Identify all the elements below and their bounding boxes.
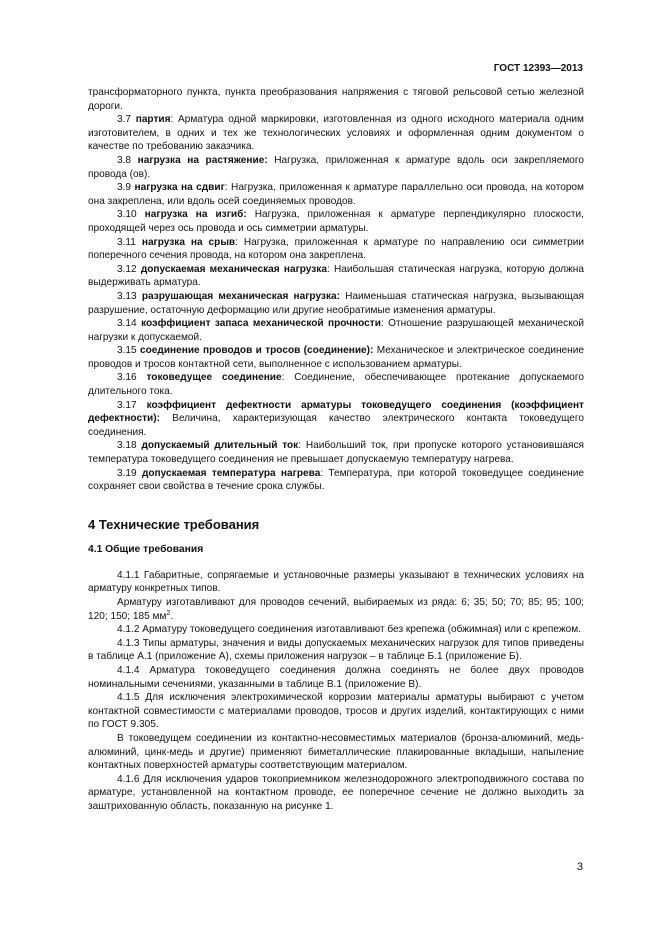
subsection-heading: 4.1 Общие требования — [88, 543, 204, 555]
definition-item — [88, 154, 584, 181]
definition-text: : Арматура одной маркировки, изготовленная из одного исходного материала одним изготовителем, в одних и тех же технологических условиях и оформленная одним документом о качестве по требованию заказчика. — [88, 114, 584, 153]
definition-term: партия — [135, 114, 171, 126]
definition-text: Наименьшая статическая нагрузка, вызывающая разрушение, остаточную деформацию или другие необратимые изменения арматуры. — [88, 290, 584, 316]
definition-text: : Отношение разрушающей механической нагрузки к допускаемой. — [88, 318, 584, 343]
definition-number: 3.7 — [117, 114, 132, 126]
definition-number: 3.16 — [117, 372, 137, 384]
definition-term: допускаемый длительный ток — [141, 440, 299, 452]
definition-term: нагрузка на сдвиг — [134, 182, 225, 194]
sections-range-tail: . — [170, 610, 174, 622]
definition-number: 3.13 — [117, 290, 137, 302]
definitions-list — [88, 113, 584, 494]
definition-item — [88, 263, 584, 290]
definition-item — [88, 467, 584, 494]
definition-term: соединение проводов и тросов (соединение): — [140, 345, 374, 357]
paragraph-4-1-3: 4.1.3 Типы арматуры, значения и виды допускаемых механических нагрузок для типов приведены в таблице А.1 (приложение А), схемы приложения нагрузок – в таблице Б.1 (приложение Б). — [88, 637, 584, 663]
definition-text: : Температура, при которой токоведущее соединение сохраняет свои свойства в течение срока службы. — [88, 467, 585, 493]
definition-number: 3.17 — [117, 399, 137, 411]
definition-text: : Наибольшая статическая нагрузка, которую должна выдерживать арматура. — [88, 263, 584, 289]
definition-text: : Нагрузка, приложенная к арматуре параллельно оси провода, на котором она закреплена, или вдоль осей соединяемых проводов. — [88, 182, 584, 207]
definition-number: 3.9 — [117, 182, 132, 194]
definition-item — [88, 236, 584, 263]
definition-term: нагрузка на срыв — [141, 236, 236, 248]
definition-term: коэффициент запаса механической прочности — [141, 318, 381, 330]
definition-number: 3.11 — [117, 236, 136, 248]
definition-number: 3.10 — [117, 209, 137, 221]
definition-item — [88, 344, 584, 371]
definition-number: 3.15 — [117, 345, 137, 357]
paragraph-sections-range — [88, 596, 584, 623]
definition-item — [88, 181, 584, 208]
definition-item — [88, 371, 584, 398]
definition-term: коэффициент дефектности арматуры токоведущего соединения (коэффициент дефектности): — [88, 399, 584, 425]
definition-term: токоведущее соединение — [146, 372, 282, 384]
definition-item — [88, 399, 584, 440]
definition-item — [88, 290, 584, 317]
definition-number: 3.18 — [117, 440, 137, 452]
paragraph-bimetal: В токоведущем соединении из контактно-несовместимых материалов (бронза-алюминий, медь-алюминий, цинк-медь и другие) применяют биметаллические плакированные вкладыши, напыление контактных поверхностей арматуры соответствующим материалом. — [88, 732, 584, 772]
definition-text: Механическое и электрическое соединение проводов и тросов контактной сети, выполненное с использованием арматуры. — [88, 345, 584, 370]
paragraph-4-1-2: 4.1.2 Арматуру токоведущего соединения изготавливают без крепежа (обжимная) или с крепежом. — [117, 624, 581, 636]
definition-number: 3.8 — [117, 154, 132, 166]
superscript: 2 — [166, 609, 171, 617]
document-header: ГОСТ 12393—2013 — [493, 63, 583, 74]
sections-range-text: Арматуру изготавливают для проводов сечений, выбираемых из ряда: 6; 35; 50; 70; 85; 95; 100; 120; 150; 185 мм — [88, 597, 584, 622]
definition-item — [88, 208, 584, 235]
definition-text: Нагрузка, приложенная к арматуре вдоль оси закрепляемого провода (ов). — [88, 154, 584, 180]
paragraph-4-1-4: 4.1.4 Арматура токоведущего соединения должна соединять не более двух проводов номинальными сечениями, указанными в таблице В.1 (приложение В). — [88, 664, 584, 690]
definition-term: допускаемая температура нагрева — [141, 467, 321, 479]
definition-term: нагрузка на изгиб: — [144, 209, 247, 221]
definition-text: : Соединение, обеспечивающее протекание допускаемого длительного тока. — [88, 372, 584, 398]
spacer — [88, 557, 584, 569]
intro-paragraph: трансформаторного пункта, пункта преобразования напряжения с тяговой рельсовой сетью железной дороги. — [88, 87, 584, 112]
definition-number: 3.14 — [117, 318, 137, 330]
definition-text: Нагрузка, приложенная к арматуре перпендикулярно плоскости, проходящей через ось провода и ось симметрии арматуры. — [88, 209, 584, 234]
section-heading: 4 Технические требования — [88, 516, 260, 532]
definition-text: : Нагрузка, приложенная к арматуре по направлению оси симметрии поперечного сечения провода, на котором она закреплена. — [88, 236, 584, 262]
page-number: 3 — [576, 861, 583, 873]
paragraph-4-1-6: 4.1.6 Для исключения ударов токоприемником железнодорожного электроподвижного состава по арматуре, установленной на контактном проводе, ее поперечное сечение не должно выходить за заштрихованную область, показанную на рисунке 1. — [88, 773, 584, 812]
definition-text: Величина, характеризующая качество электрического контакта токоведущего соединения. — [88, 413, 584, 438]
definition-term: допускаемая механическая нагрузка — [140, 263, 327, 275]
paragraph-4-1-1: 4.1.1 Габаритные, сопрягаемые и установочные размеры указывают в технических условиях на арматуру конкретных типов. — [88, 569, 584, 595]
definition-number: 3.12 — [117, 263, 137, 275]
definition-term: нагрузка на растяжение: — [137, 154, 268, 166]
definition-item — [88, 439, 584, 466]
document-body — [88, 86, 584, 814]
definition-term: разрушающая механическая нагрузка: — [141, 290, 340, 302]
definition-number: 3.19 — [117, 467, 137, 479]
definition-item — [88, 113, 584, 154]
paragraph-4-1-5: 4.1.5 Для исключения электрохимической коррозии материалы арматуры выбирают с учетом контактной совместимости с материалами проводов, тросов и других изделий, контактирующих с ними по ГОСТ 9.305. — [88, 692, 584, 731]
definition-text: : Наибольший ток, при пропуске которого установившаяся температура токоведущего соединения не превышает допускаемую температуру нагрева. — [88, 440, 584, 466]
definition-item — [88, 317, 584, 344]
